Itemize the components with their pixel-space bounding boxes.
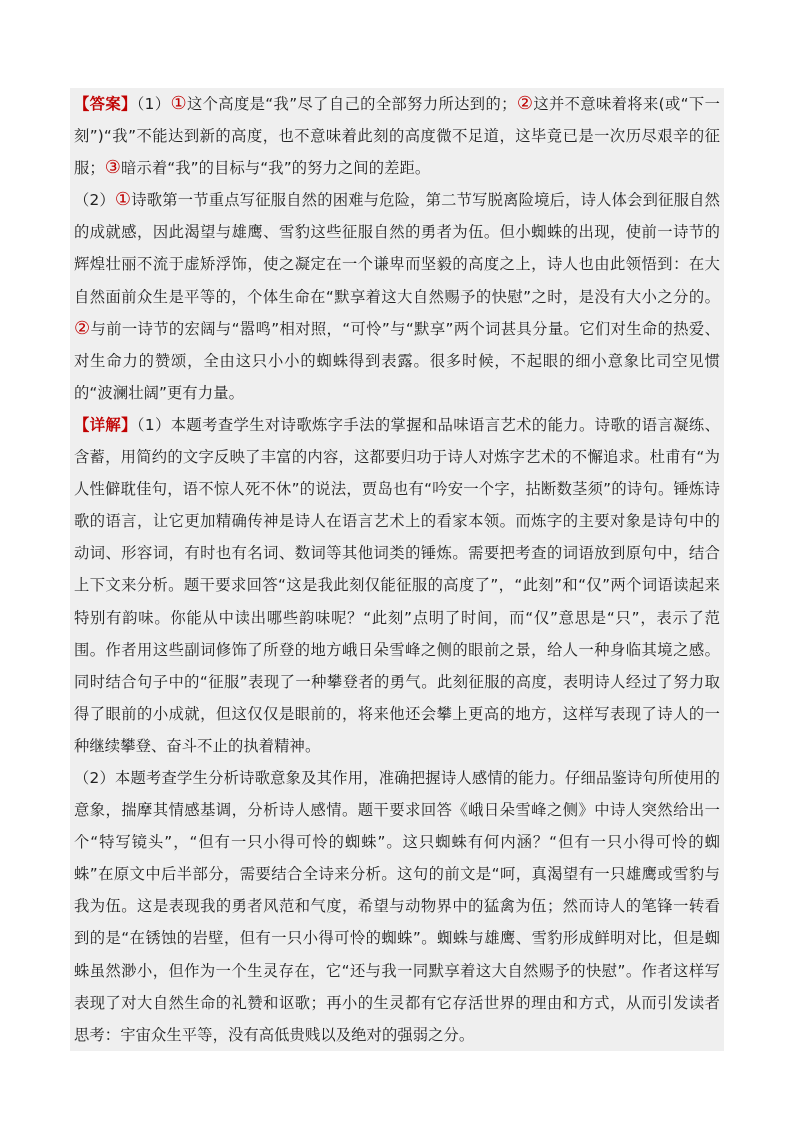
part-1-point-1: 这个高度是“我”尽了自己的全部努力所达到的； — [186, 95, 517, 113]
explain-part-1-text: （1）本题考查学生对诗歌炼字手法的掌握和品味语言艺术的能力。诗歌的语言凝练、含蓄，用简约的文字反映了丰富的内容，这都要归功于诗人对炼字艺术的不懈追求。杜甫有“为人性僻耽佳句，语不惊人死不休”的说法，贾岛也有“吟安一个字，拈断数茎须”的诗句。锤炼诗歌的语言，让它更加精确传神是诗人在语言艺术上的看家本领。而炼字的主要对象是诗句中的动词、形容词，有时也有名词、数词等其他词类的锤炼。需要把考查的词语放到原句中，结合上下文来分析。题干要求回答“这是我此刻仅能征服的高度了”，“此刻”和“仅”两个词语读起来特别有韵味。你能从中读出哪些韵味呢？“此刻”点明了时间，而“仅”意思是“只”，表示了范围。作者用这些副词修饰了所登的地方峨日朵雪峰之侧的眼前之景，给人一种身临其境之感。同时结合句子中的“征服”表现了一种攀登者的勇气。此刻征服的高度，表明诗人经过了努力取得了眼前的小成就，但这仅仅是眼前的，将来他还会攀上更高的地方，这样写表现了诗人的一种继续攀登、奋斗不止的执着精神。 — [74, 415, 720, 755]
part-2-point-1: 诗歌第一节重点写征服自然的困难与危险，第二节写脱离险境后，诗人体会到征服自然的成就感，因此渴望与雄鹰、雪豹这些征服自然的勇者为伍。但小蜘蛛的出现，使前一诗节的辉煌壮丽不流于虚矫浮饰，使之凝定在一个谦卑而坚毅的高度之上，诗人也由此领悟到：在大自然面前众生是平等的，个体生命在“默享着这大自然赐予的快慰”之时，是没有大小之分的。 — [74, 191, 720, 306]
circled-number-2: ② — [74, 317, 91, 339]
answer-explanation-block — [70, 88, 724, 1051]
answer-part-1 — [70, 88, 724, 184]
part-2-point-2: 与前一诗节的宏阔与“嚣鸣”相对照，“可怜”与“默享”两个词甚具分量。它们对生命的热爱、对生命力的赞颂，全由这只小小的蜘蛛得到表露。很多时候，不起眼的细小意象比司空见惯的“波澜壮阔”更有力量。 — [74, 319, 720, 402]
part-1-prefix: （1） — [136, 95, 171, 113]
part-2-prefix: （2） — [74, 191, 115, 210]
circled-number-3: ③ — [104, 157, 122, 179]
explain-part-2 — [70, 762, 724, 1051]
circled-number-1: ① — [114, 189, 132, 211]
explain-label: 【详解】 — [74, 415, 137, 434]
explain-part-2-text: （2）本题考查学生分析诗歌意象及其作用，准确把握诗人感情的能力。仔细品鉴诗句所使用的意象，揣摩其情感基调，分析诗人感情。题干要求回答《峨日朵雪峰之侧》中诗人突然给出一个“特写镜头”，“但有一只小得可怜的蜘蛛”。这只蜘蛛有何内涵？“但有一只小得可怜的蜘蛛”在原文中后半部分，需要结合全诗来分析。这句的前文是“呵，真渴望有一只雄鹰或雪豹与我为伍。这是表现我的勇者风范和气度，希望与动物界中的猛禽为伍；然而诗人的笔锋一转看到的是“在锈蚀的岩壁，但有一只小得可怜的蜘蛛”。蜘蛛与雄鹰、雪豹形成鲜明对比，但是蜘蛛虽然渺小，但作为一个生灵存在，它“还与我一同默享着这大自然赐予的快慰”。作者这样写表现了对大自然生命的礼赞和讴歌；再小的生灵都有它存活世界的理由和方式，从而引发读者思考：宇宙众生平等，没有高低贵贱以及绝对的强弱之分。 — [74, 768, 720, 1044]
explain-part-1 — [70, 409, 724, 762]
part-1-point-3: 暗示着“我”的目标与“我”的努力之间的差距。 — [121, 159, 431, 178]
circled-number-2: ② — [516, 93, 534, 114]
part-1-point-2: 这并不意味着将来(或“下一刻”)“我”不能达到新的高度，也不意味着此刻的高度微不足道，这毕竟已是一次历尽艰辛的征服； — [74, 95, 720, 178]
answer-label: 【答案】 — [74, 95, 137, 113]
answer-part-2 — [70, 184, 724, 409]
circled-number-1: ① — [170, 93, 187, 114]
